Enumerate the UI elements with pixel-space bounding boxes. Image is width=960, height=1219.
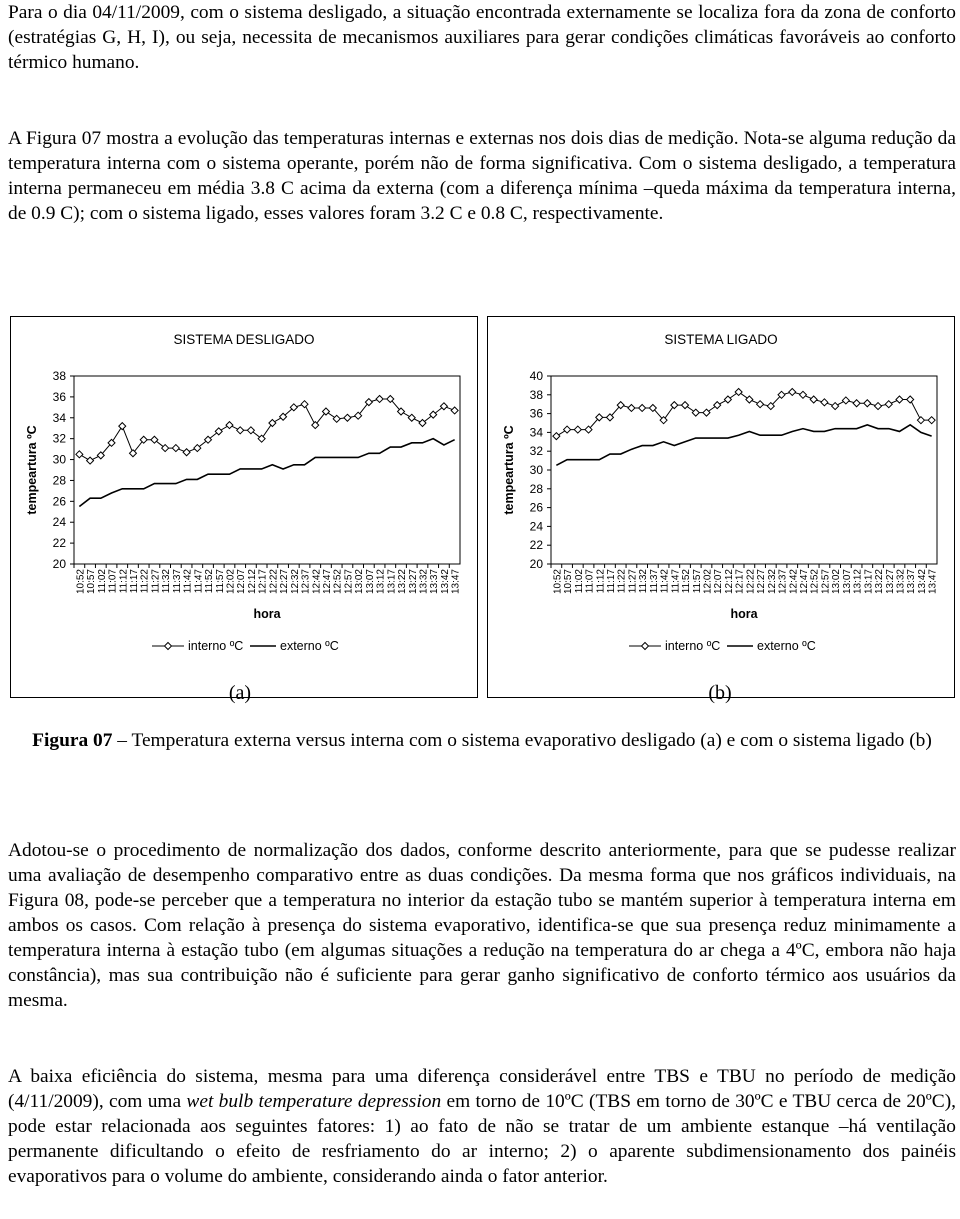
chart-a-ytick-label: 30 <box>52 452 66 467</box>
paragraph-4-emphasis: wet bulb temperature depression <box>186 1091 442 1112</box>
chart-b-xtick-label: 13:07 <box>841 569 853 595</box>
chart-a-ytick-label: 22 <box>52 536 66 551</box>
chart-a-xtick-label: 11:17 <box>128 569 140 594</box>
chart-a-xtick-label: 13:22 <box>397 569 409 595</box>
chart-a-xtick-label: 13:27 <box>407 569 419 595</box>
chart-b-legend-interno: interno ºC <box>665 639 721 653</box>
chart-b-xtick-label: 13:22 <box>874 569 886 595</box>
chart-b-xtick-label: 13:47 <box>927 569 939 595</box>
chart-a-xtick-label: 11:37 <box>171 569 183 594</box>
chart-a-xtick-label: 11:02 <box>96 569 108 594</box>
chart-b-container <box>487 316 955 698</box>
chart-b-xtick-label: 11:22 <box>616 569 628 594</box>
chart-a-ytick-label: 28 <box>52 473 66 488</box>
chart-a-xtick-label: 13:02 <box>354 569 366 595</box>
chart-a-ytick-label: 34 <box>52 410 66 425</box>
chart-a-xtick-label: 13:42 <box>439 569 451 595</box>
chart-b-xtick-label: 12:57 <box>820 569 832 595</box>
paragraph-4 <box>8 1064 956 1189</box>
chart-a-ytick-label: 38 <box>52 369 66 383</box>
chart-b-xtick-label: 12:02 <box>702 569 714 595</box>
chart-b-xtick-label: 11:12 <box>595 569 607 594</box>
chart-a-xtick-label: 13:32 <box>418 569 430 595</box>
chart-b-xtick-label: 11:07 <box>584 569 596 594</box>
chart-b-ytick-label: 30 <box>529 463 543 477</box>
chart-b-legend-externo: externo ºC <box>757 639 816 653</box>
chart-b-xtick-label: 11:47 <box>670 569 682 594</box>
chart-a-xlabel: hora <box>253 607 281 621</box>
chart-b-ytick-label: 34 <box>529 425 543 440</box>
chart-a-xtick-label: 12:47 <box>321 569 333 595</box>
chart-b-xtick-label: 10:52 <box>552 569 564 595</box>
chart-b-xtick-label: 13:32 <box>895 569 907 595</box>
chart-a-xtick-label: 11:27 <box>150 569 162 594</box>
chart-b-frame <box>488 317 955 698</box>
chart-b <box>487 316 955 698</box>
chart-a-xtick-label: 13:07 <box>364 569 376 595</box>
chart-b-xtick-label: 12:42 <box>788 569 800 595</box>
paragraph-1: Para o dia 04/11/2009, com o sistema desligado, a situação encontrada externamente se localiza fora da zona de conforto (estratégias G, H, I), ou seja, necessita de mecanismos auxiliares para gerar condições climáticas favoráveis ao conforto térmico humano. <box>8 2 956 73</box>
chart-a-xtick-label: 12:12 <box>246 569 258 595</box>
chart-b-xtick-label: 13:42 <box>916 569 928 595</box>
chart-b-xtick-label: 12:37 <box>777 569 789 595</box>
chart-b-xtick-label: 12:52 <box>809 569 821 595</box>
chart-a-xtick-label: 11:07 <box>107 569 119 594</box>
chart-b-xtick-label: 12:17 <box>734 569 746 595</box>
chart-a-ytick-label: 26 <box>52 494 66 509</box>
chart-a-xtick-label: 13:47 <box>450 569 462 595</box>
chart-a-xtick-label: 10:52 <box>75 569 87 595</box>
chart-a-xtick-label: 12:27 <box>279 569 291 595</box>
chart-a-xtick-label: 11:42 <box>182 569 194 594</box>
chart-b-ylabel: tempeartura ºC <box>502 425 516 515</box>
paragraph-4-part-a: A baixa eficiência do sistema, mesma para uma diferença considerável entre TBS e TBU no período de medição (4/11/2009), com uma <box>8 1066 956 1112</box>
chart-b-xtick-label: 10:57 <box>563 569 575 595</box>
chart-b-ytick-label: 24 <box>529 519 543 534</box>
figure-caption <box>8 728 956 753</box>
chart-b-xtick-label: 11:17 <box>605 569 617 594</box>
chart-b-xtick-label: 11:02 <box>573 569 585 594</box>
figure-label-a: (a) <box>228 682 252 704</box>
chart-a-xtick-label: 12:32 <box>289 569 301 595</box>
chart-b-xtick-label: 13:12 <box>852 569 864 595</box>
chart-a-ytick-label: 36 <box>52 389 66 404</box>
chart-b-xtick-label: 11:27 <box>627 569 639 594</box>
chart-b-xtick-label: 11:42 <box>659 569 671 594</box>
caption-text: – Temperatura externa versus interna com o sistema evaporativo desligado (a) e com o sistema ligado (b) <box>112 730 932 751</box>
chart-b-xtick-label: 12:07 <box>713 569 725 595</box>
chart-b-xtick-label: 11:32 <box>638 569 650 594</box>
chart-a-ylabel: tempeartura ºC <box>25 425 39 515</box>
chart-b-ytick-label: 22 <box>529 538 543 553</box>
chart-b-ytick-label: 38 <box>529 387 543 402</box>
paragraph-3: Adotou-se o procedimento de normalização dos dados, conforme descrito anteriormente, para que se pudesse realizar uma avaliação de desempenho comparativo entre as duas condições. Da mesma forma que nos gráficos individuais, na Figura 08, pode-se perceber que a temperatura no interior da estação tubo se mantém superior à temperatura interna em ambos os casos. Com relação à presença do sistema evaporativo, identifica-se que sua presença reduz minimamente a temperatura interna à estação tubo (em algumas situações a redução na temperatura do ar chega a 4ºC, embora não haja constância), mas sua contribuição não é suficiente para gerar ganho significativo de conforto térmico aos usuários da mesma. <box>8 840 956 1011</box>
chart-b-xtick-label: 11:52 <box>681 569 693 594</box>
caption-label: Figura 07 <box>32 730 113 751</box>
chart-b-xlabel: hora <box>730 607 758 621</box>
chart-a-frame <box>11 317 478 698</box>
chart-b-xtick-label: 12:12 <box>723 569 735 595</box>
chart-a-xtick-label: 13:17 <box>386 569 398 595</box>
chart-a-ytick-label: 20 <box>52 557 66 571</box>
chart-a-xtick-label: 12:37 <box>300 569 312 595</box>
chart-b-xtick-label: 13:37 <box>906 569 918 595</box>
chart-b-ytick-label: 20 <box>529 557 543 571</box>
chart-a-xtick-label: 11:12 <box>118 569 130 594</box>
chart-b-xtick-label: 12:22 <box>745 569 757 595</box>
chart-b-ytick-label: 26 <box>529 500 543 515</box>
chart-b-xtick-label: 12:32 <box>766 569 778 595</box>
chart-a-xtick-label: 12:22 <box>268 569 280 595</box>
chart-a-xtick-label: 12:17 <box>257 569 269 595</box>
chart-a-xtick-label: 11:32 <box>161 569 173 594</box>
figure-label-b: (b) <box>708 682 732 704</box>
chart-a-xtick-label: 13:37 <box>429 569 441 595</box>
paragraph-2: A Figura 07 mostra a evolução das temperaturas internas e externas nos dois dias de medição. Nota-se alguma redução da temperatura interna com o sistema operante, porém não de forma significativa. Com o sistema desligado, a temperatura interna permaneceu em média 3.8 C acima da externa (com a diferença mínima –queda máxima da temperatura interna, de 0.9 C); com o sistema ligado, esses valores foram 3.2 C e 0.8 C, respectivamente. <box>8 128 956 224</box>
chart-b-xtick-label: 12:27 <box>756 569 768 595</box>
chart-a-xtick-label: 12:42 <box>311 569 323 595</box>
chart-a-title: SISTEMA DESLIGADO <box>173 332 315 347</box>
chart-a-xtick-label: 11:57 <box>214 569 226 594</box>
chart-b-xtick-label: 13:27 <box>884 569 896 595</box>
chart-a-xtick-label: 12:57 <box>343 569 355 595</box>
chart-b-xtick-label: 12:47 <box>798 569 810 595</box>
chart-b-ytick-label: 40 <box>529 369 543 383</box>
chart-a-xtick-label: 12:02 <box>225 569 237 595</box>
chart-a-xtick-label: 12:52 <box>332 569 344 595</box>
chart-a-xtick-label: 11:47 <box>193 569 205 594</box>
chart-a-xtick-label: 11:52 <box>204 569 216 594</box>
chart-a-ytick-label: 32 <box>52 431 66 446</box>
chart-b-ytick-label: 32 <box>529 444 543 459</box>
chart-a-xtick-label: 11:22 <box>139 569 151 594</box>
chart-b-ytick-label: 36 <box>529 406 543 421</box>
chart-b-title: SISTEMA LIGADO <box>664 332 778 347</box>
chart-a-legend-externo: externo ºC <box>280 639 339 653</box>
chart-b-xtick-label: 11:57 <box>691 569 703 594</box>
chart-a-xtick-label: 12:07 <box>236 569 248 595</box>
chart-a-legend-interno: interno ºC <box>188 639 244 653</box>
chart-a-xtick-label: 13:12 <box>375 569 387 595</box>
chart-b-xtick-label: 11:37 <box>648 569 660 594</box>
chart-b-xtick-label: 13:17 <box>863 569 875 595</box>
chart-b-xtick-label: 13:02 <box>831 569 843 595</box>
chart-b-ytick-label: 28 <box>529 481 543 496</box>
chart-a-ytick-label: 24 <box>52 515 66 530</box>
chart-a-container <box>10 316 478 698</box>
chart-a-xtick-label: 10:57 <box>86 569 98 595</box>
chart-a <box>10 316 478 698</box>
paragraph-4-part-b: em torno de 10ºC (TBS em torno de 30ºC e TBU cerca de 20ºC), pode estar relacionada aos seguintes fatores: 1) ao fato de não se tratar de um ambiente estanque –há ventilação permanente dificultando o efeito de resfriamento do ar interno; 2) o aparente subdimensionamento dos painéis evaporativos para o volume do ambiente, considerando ainda o fator anterior. <box>8 1091 957 1187</box>
